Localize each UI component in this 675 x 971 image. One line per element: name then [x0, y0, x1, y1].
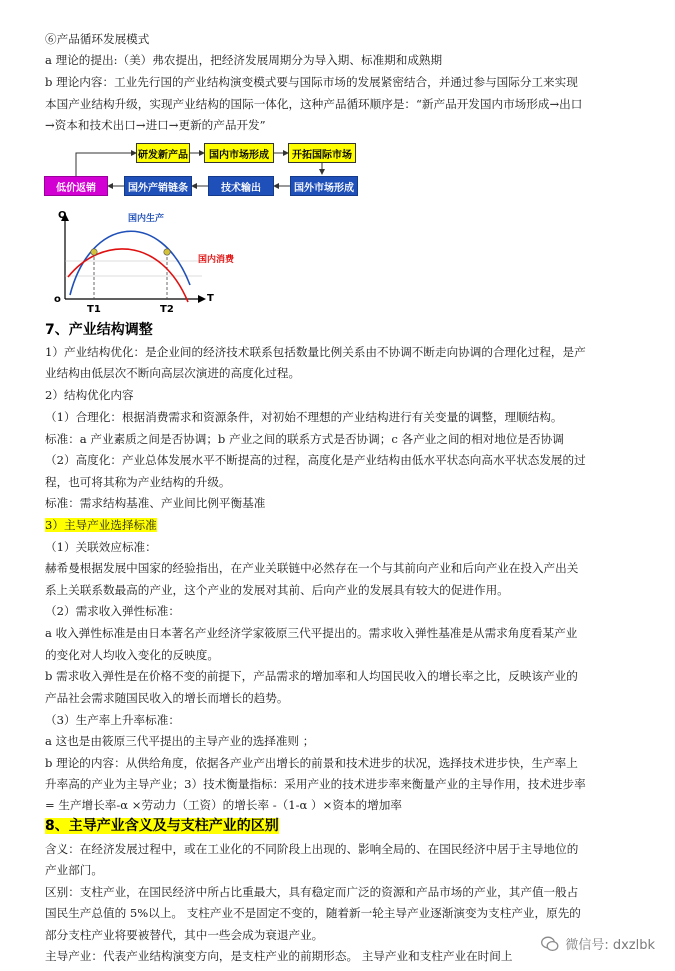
section6-line-b3: →资本和技术出口→进口→更新的产品开发” [45, 118, 266, 132]
section7-line-18: （3）生产率上升率标准： [45, 713, 180, 727]
flow-box-dumping: 低价返销 [44, 176, 108, 196]
section8-line-2: 产业部门。 [45, 863, 103, 877]
axis-t-label: T [207, 293, 214, 304]
flow-box-foreign-chain: 国外产销链条 [124, 176, 192, 196]
section7-line-4: （1）合理化：根据消费需求和资源条件，对初始不理想的产业结构进行有关变量的调整，理顺结构。 [45, 410, 563, 424]
flow-box-domestic-market: 国内市场形成 [204, 143, 274, 163]
section7-line-22: = 生产增长率-α ×劳动力（工资）的增长率 -（1-α ）×资本的增加率 [45, 798, 402, 812]
product-cycle-graph [40, 207, 235, 319]
t2-label: T2 [160, 304, 174, 315]
section8-line-6: 主导产业：代表产业结构演变方向，是支柱产业的前期形态。 主导产业和支柱产业在时间上 [45, 949, 513, 963]
section8-line-4: 国民生产总值的 5%以上。 支柱产业不是固定不变的，随着新一轮主导产业逐渐演变为支柱产业，原先的 [45, 906, 581, 920]
consumption-curve [68, 249, 188, 302]
section7-line-14: a 收入弹性标准是由日本著名产业经济学家筱原三代平提出的。需求收入弹性基准是从需求角度看某产业 [45, 626, 578, 640]
section8-line-3: 区别：支柱产业，在国民经济中所占比重最大，具有稳定而广泛的资源和产品市场的产业，其产值一般占 [45, 885, 579, 899]
section7-line-21: 升率高的产业为主导产业；3）技术衡量指标：采用产业的技术进步率来衡量产业的主导作用，技术进步率 [45, 777, 586, 791]
section6-line-a: a 理论的提出:（美）弗农提出，把经济发展周期分为导入期、标准期和成熟期 [45, 53, 443, 67]
section8-line-5: 部分支柱产业将要被替代，其中一些会成为衰退产业。 [45, 928, 324, 942]
section7-line-2: 业结构由低层次不断向高层次演进的高度化过程。 [45, 366, 301, 380]
section7-line-13: （2）需求收入弹性标准： [45, 604, 180, 618]
section7-line-17: 产品社会需求随国民收入的增长而增长的趋势。 [45, 691, 289, 705]
section7-line-8: 标准：需求结构基准、产业间比例平衡基准 [45, 496, 266, 510]
production-label: 国内生产 [128, 214, 165, 224]
section7-line-10: （1）关联效应标准： [45, 540, 157, 554]
section7-line-3: 2）结构优化内容 [45, 388, 134, 402]
consumption-label: 国内消费 [198, 255, 235, 265]
wechat-icon [541, 936, 559, 952]
wechat-watermark [541, 934, 655, 953]
flow-box-intl-market: 开拓国际市场 [288, 143, 356, 163]
watermark-text: 微信号: dxzlbk [565, 938, 655, 953]
x-axis-arrow [198, 295, 206, 303]
t1-label: T1 [87, 304, 101, 315]
flow-box-foreign-market: 国外市场形成 [290, 176, 358, 196]
intersection-t1 [91, 249, 97, 255]
section7-line-12: 系上关联系数最高的产业，这个产业的发展对其前、后向产业的发展具有较大的促进作用。 [45, 583, 509, 597]
section6-heading: ⑥产品循环发展模式 [45, 32, 150, 46]
section7-line-15: 的变化对人均收入变化的反映度。 [45, 648, 219, 662]
section6-line-b1: b 理论内容：工业先行国的产业结构演变模式要与国际市场的发展紧密结合，并通过参与国际分工来实现 [45, 75, 578, 89]
section7-line-7: 程，也可将其称为产业结构的升级。 [45, 475, 231, 489]
section8-line-1: 含义：在经济发展过程中，或在工业化的不同阶段上出现的、影响全局的、在国民经济中居于主导地位的 [45, 842, 579, 856]
flow-box-develop-product: 研发新产品 [136, 143, 190, 163]
section7-line-11: 赫希曼根据发展中国家的经验指出，在产业关联链中必然存在一个与其前向产业和后向产业在投入产出关 [45, 561, 579, 575]
section7-line-16: b 需求收入弹性是在价格不变的前提下，产品需求的增加率和人均国民收入的增长率之比，反映该产业的 [45, 669, 578, 683]
section7-line-6: （2）高度化：产业总体发展水平不断提高的过程，高度化是产业结构由低水平状态向高水平状态发展的过 [45, 453, 586, 467]
section7-line-19: a 这也是由筱原三代平提出的主导产业的选择准则 ； [45, 734, 315, 748]
section7-title: 7、产业结构调整 [45, 322, 153, 338]
production-curve [70, 231, 190, 295]
section7-line-5: 标准：a 产业素质之间是否协调；b 产业之间的联系方式是否协调；c 各产业之间的相对地位是否协调 [45, 432, 564, 446]
section7-line-9-highlight: 3）主导产业选择标准 [45, 518, 157, 532]
intersection-t2 [164, 249, 170, 255]
section6-line-b2: 本国产业结构升级，实现产业结构的国际一体化，这种产品循环顺序是：“新产品开发国内市场形成→出口 [45, 97, 583, 111]
section8-title: 8、主导产业含义及与支柱产业的区别 [45, 818, 279, 834]
axis-q-label: Q [58, 210, 67, 221]
flow-box-tech-export: 技术输出 [208, 176, 274, 196]
section7-line-20: b 理论的内容：从供给角度，依据各产业产出增长的前景和技术进步的状况，选择技术进步快，生产率上 [45, 756, 578, 770]
origin-label: o [54, 294, 61, 305]
section7-line-1: 1）产业结构优化：是企业间的经济技术联系包括数量比例关系由不协调不断走向协调的合理化过程，是产 [45, 345, 586, 359]
